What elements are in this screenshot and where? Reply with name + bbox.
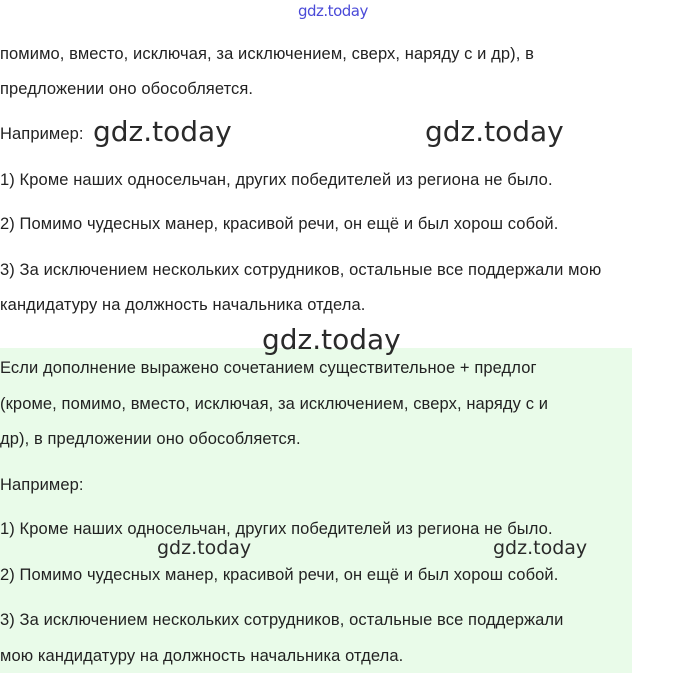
- answer2-rule-line2: (кроме, помимо, вместо, исключая, за исключением, сверх, наряду с и: [0, 395, 549, 413]
- answer2-rule-line1: Если дополнение выражено сочетанием существительное + предлог: [0, 359, 537, 377]
- answer1-example-label: Например:: [0, 125, 84, 143]
- answer1-example-3-line2: кандидатуру на должность начальника отдела.: [0, 296, 366, 314]
- answer1-text-line2: предложении оно обособляется.: [0, 80, 254, 98]
- answer2-rule-line3: др), в предложении оно обособляется.: [0, 430, 301, 448]
- answer2-example-2: 2) Помимо чудесных манер, красивой речи, он ещё и был хорош собой.: [0, 566, 559, 584]
- answer1-example-1: 1) Кроме наших односельчан, других победителей из региона не было.: [0, 171, 553, 189]
- answer1-example-3-line1: 3) За исключением нескольких сотрудников, остальные все поддержали мою: [0, 261, 602, 279]
- answer2-example-1: 1) Кроме наших односельчан, других победителей из региона не было.: [0, 520, 553, 538]
- header-watermark: gdz.today: [298, 2, 368, 20]
- answer1-text-line1: помимо, вместо, исключая, за исключением, сверх, наряду с и др), в: [0, 45, 535, 63]
- answer2-example-label: Например:: [0, 476, 84, 494]
- answer2-example-3-line2: мою кандидатуру на должность начальника отдела.: [0, 647, 404, 665]
- answer1-example-2: 2) Помимо чудесных манер, красивой речи, он ещё и был хорош собой.: [0, 215, 559, 233]
- watermark-right-bottom: gdz.today: [493, 537, 588, 559]
- watermark-right-top: gdz.today: [425, 115, 564, 148]
- watermark-center: gdz.today: [262, 323, 401, 356]
- answer2-example-3-line1: 3) За исключением нескольких сотрудников, остальные все поддержали: [0, 611, 564, 629]
- watermark-left-bottom: gdz.today: [157, 537, 252, 559]
- watermark-left-top: gdz.today: [93, 115, 232, 148]
